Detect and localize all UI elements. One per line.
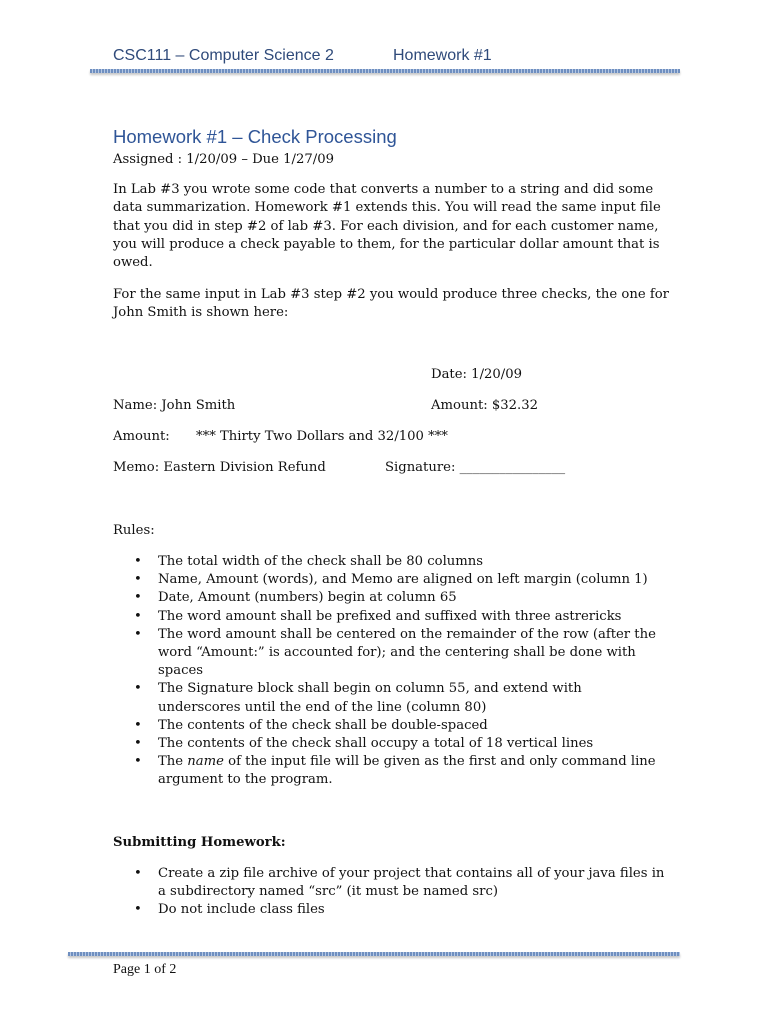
intro-paragraph: In Lab #3 you wrote some code that converts a number to a string and did some data summarization. Homework #1 extends this. You will read the same input file that you did in step #2 of lab #3. For each division, and for each customer name, you will produce a check payable to them, for the particular dollar amount that is owed. xyxy=(113,182,661,271)
submitting-list xyxy=(113,865,668,920)
course-title: CSC111 – Computer Science 2 xyxy=(113,47,334,64)
list-item: • The word amount shall be centered on the remainder of the row (after the word “Amount:” is accounted for); and the centering shall be done with spaces xyxy=(113,626,668,681)
assigned-dates: Assigned : 1/20/09 – Due 1/27/09 xyxy=(113,152,335,167)
header-homework: Homework #1 xyxy=(393,47,492,64)
list-item: • Do not include class files xyxy=(113,901,668,919)
emphasis-name: name xyxy=(187,754,224,770)
check-name: Name: John Smith xyxy=(113,398,236,413)
list-item: • The contents of the check shall occupy a total of 18 vertical lines xyxy=(113,735,668,753)
check-amount-numeric: Amount: $32.32 xyxy=(431,398,539,413)
rules-list xyxy=(113,553,668,790)
footer-rule xyxy=(68,952,680,956)
document-title: Homework #1 – Check Processing xyxy=(113,126,397,147)
check-memo: Memo: Eastern Division Refund xyxy=(113,460,326,475)
list-item: • The name of the input file will be given as the first and only command line argument to the program. xyxy=(113,753,668,789)
example-intro: For the same input in Lab #3 step #2 you would produce three checks, the one for John Smith is shown here: xyxy=(113,287,669,321)
check-date: Date: 1/20/09 xyxy=(431,367,523,382)
page-number: Page 1 of 2 xyxy=(113,962,177,977)
header-rule xyxy=(90,69,680,73)
list-item: • The total width of the check shall be 80 columns xyxy=(113,553,668,571)
list-item: • Date, Amount (numbers) begin at column 65 xyxy=(113,589,668,607)
check-amount-label: Amount: xyxy=(113,429,170,444)
rules-heading: Rules: xyxy=(113,523,155,538)
list-item: • The Signature block shall begin on column 55, and extend with underscores until the end of the line (column 80) xyxy=(113,680,668,716)
list-item: • The contents of the check shall be double-spaced xyxy=(113,717,668,735)
list-item: • Create a zip file archive of your project that contains all of your java files in a subdirectory named “src” (it must be named src) xyxy=(113,865,668,901)
list-item: • Name, Amount (words), and Memo are aligned on left margin (column 1) xyxy=(113,571,668,589)
check-signature: Signature: ________________ xyxy=(385,460,566,475)
list-item: • The word amount shall be prefixed and suffixed with three astrericks xyxy=(113,608,668,626)
check-amount-words: *** Thirty Two Dollars and 32/100 *** xyxy=(196,429,448,444)
submitting-heading: Submitting Homework: xyxy=(113,835,286,850)
